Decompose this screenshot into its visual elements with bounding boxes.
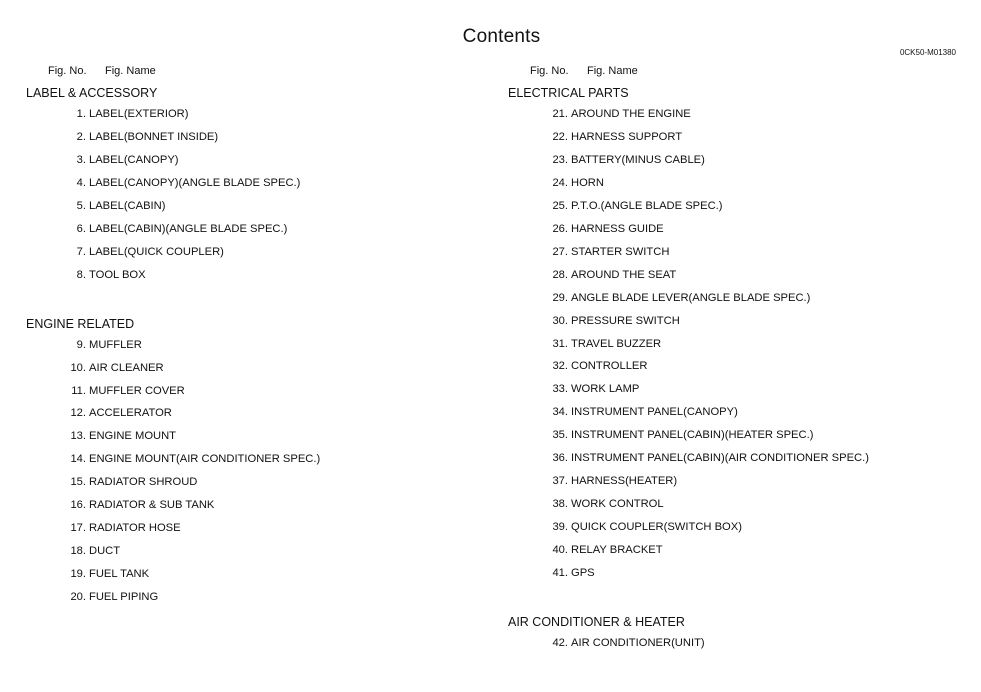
fig-name: FUEL TANK — [89, 568, 150, 581]
fig-number: 32. — [552, 360, 568, 373]
fig-number: 7. — [76, 245, 86, 258]
contents-entry[interactable] — [482, 108, 962, 122]
contents-entry[interactable] — [0, 269, 480, 283]
section-title: AIR CONDITIONER & HEATER — [508, 614, 685, 629]
fig-number: 41. — [552, 567, 568, 579]
contents-entry[interactable] — [482, 131, 962, 145]
contents-entry[interactable] — [0, 568, 480, 582]
fig-name: RADIATOR HOSE — [89, 522, 181, 535]
fig-number: 26. — [552, 222, 568, 235]
fig-name: PRESSURE SWITCH — [571, 314, 680, 327]
contents-entry[interactable] — [482, 269, 962, 283]
contents-entry[interactable] — [482, 521, 962, 535]
fig-name: LABEL(CABIN) — [89, 199, 166, 212]
fig-number: 25. — [552, 199, 568, 212]
fig-name: ENGINE MOUNT — [89, 430, 177, 443]
fig-name: DUCT — [89, 545, 121, 558]
contents-entry[interactable] — [482, 200, 962, 214]
fig-number: 10. — [70, 361, 86, 374]
contents-entry[interactable] — [0, 499, 480, 513]
contents-entry[interactable] — [482, 452, 962, 466]
section-title: ELECTRICAL PARTS — [508, 86, 629, 100]
fig-number: 35. — [552, 429, 568, 442]
fig-name-header: Fig. Name — [105, 65, 156, 77]
fig-name: ANGLE BLADE LEVER(ANGLE BLADE SPEC.) — [571, 291, 811, 304]
contents-entry[interactable] — [482, 292, 962, 306]
contents-entry[interactable] — [0, 362, 480, 376]
fig-name: LABEL(CANOPY)(ANGLE BLADE SPEC.) — [89, 176, 301, 189]
contents-entry[interactable] — [482, 177, 962, 191]
contents-entry[interactable] — [0, 430, 480, 444]
fig-name: LABEL(BONNET INSIDE) — [89, 130, 219, 143]
fig-number: 38. — [552, 498, 568, 511]
fig-name: WORK LAMP — [571, 383, 640, 396]
fig-number: 31. — [552, 337, 568, 350]
contents-entry[interactable] — [482, 154, 962, 168]
fig-name: HARNESS SUPPORT — [571, 130, 683, 143]
fig-number: 5. — [76, 199, 86, 212]
fig-name: INSTRUMENT PANEL(CABIN)(AIR CONDITIONER SPEC.) — [571, 452, 869, 465]
section-title: ENGINE RELATED — [26, 316, 135, 331]
fig-number: 19. — [70, 568, 86, 581]
contents-entry[interactable] — [0, 108, 480, 122]
fig-name: HORN — [571, 176, 604, 189]
fig-number: 23. — [552, 153, 568, 166]
fig-name: CONTROLLER — [571, 360, 648, 373]
fig-name: STARTER SWITCH — [571, 245, 670, 258]
fig-number: 9. — [76, 338, 86, 351]
fig-number: 34. — [552, 406, 568, 419]
contents-entry[interactable] — [0, 200, 480, 214]
fig-number: 39. — [552, 521, 568, 534]
fig-number: 14. — [70, 453, 86, 466]
fig-name: TRAVEL BUZZER — [571, 337, 662, 350]
contents-entry[interactable] — [482, 246, 962, 260]
contents-entry[interactable] — [0, 453, 480, 467]
fig-name: QUICK COUPLER(SWITCH BOX) — [571, 521, 742, 534]
fig-name: LABEL(CABIN)(ANGLE BLADE SPEC.) — [89, 222, 288, 235]
fig-number: 18. — [70, 545, 86, 558]
contents-entry[interactable] — [0, 385, 480, 399]
fig-name: HARNESS GUIDE — [571, 222, 664, 235]
contents-entry[interactable] — [482, 406, 962, 420]
fig-no-header: Fig. No. — [530, 65, 569, 77]
section-title: LABEL & ACCESSORY — [26, 86, 158, 100]
fig-name: WORK CONTROL — [571, 498, 664, 511]
fig-name: MUFFLER — [89, 338, 142, 351]
fig-number: 13. — [70, 430, 86, 443]
fig-name: GPS — [571, 567, 595, 579]
fig-name: RADIATOR & SUB TANK — [89, 499, 215, 512]
fig-number: 4. — [76, 176, 86, 189]
fig-name: P.T.O.(ANGLE BLADE SPEC.) — [571, 199, 723, 212]
fig-name: ENGINE MOUNT(AIR CONDITIONER SPEC.) — [89, 453, 321, 466]
fig-number: 21. — [552, 108, 568, 120]
contents-entry[interactable] — [0, 476, 480, 490]
fig-name: HARNESS(HEATER) — [571, 475, 678, 488]
fig-number: 33. — [552, 383, 568, 396]
contents-entry[interactable] — [482, 544, 962, 558]
fig-name: AROUND THE SEAT — [571, 268, 677, 281]
contents-entry[interactable] — [0, 246, 480, 260]
fig-number: 8. — [76, 268, 86, 281]
fig-number: 28. — [552, 268, 568, 281]
fig-name-header: Fig. Name — [587, 65, 638, 77]
fig-number: 22. — [552, 130, 568, 143]
fig-number: 30. — [552, 314, 568, 327]
fig-number: 17. — [70, 522, 86, 535]
fig-number: 16. — [70, 499, 86, 512]
contents-entry[interactable] — [0, 522, 480, 536]
fig-number: 6. — [76, 222, 86, 235]
fig-name: AROUND THE ENGINE — [571, 108, 691, 120]
fig-number: 37. — [552, 475, 568, 488]
fig-name: AIR CONDITIONER(UNIT) — [571, 636, 705, 649]
fig-number: 11. — [71, 384, 86, 397]
fig-number: 15. — [70, 476, 86, 489]
fig-name: RADIATOR SHROUD — [89, 476, 198, 489]
contents-entry[interactable] — [482, 338, 962, 352]
contents-entry[interactable] — [0, 407, 480, 421]
fig-number: 29. — [552, 291, 568, 304]
fig-name: INSTRUMENT PANEL(CABIN)(HEATER SPEC.) — [571, 429, 814, 442]
contents-entry[interactable] — [0, 339, 480, 353]
contents-entry[interactable] — [482, 223, 962, 237]
contents-entry[interactable] — [0, 154, 480, 168]
fig-name: RELAY BRACKET — [571, 544, 663, 557]
contents-entry[interactable] — [0, 591, 480, 605]
fig-name: TOOL BOX — [89, 268, 146, 281]
fig-name: LABEL(QUICK COUPLER) — [89, 245, 224, 258]
fig-number: 40. — [552, 544, 568, 557]
contents-entry[interactable] — [482, 637, 962, 651]
fig-number: 1. — [76, 108, 86, 120]
contents-entry[interactable] — [0, 177, 480, 191]
contents-entry[interactable] — [482, 567, 962, 581]
fig-name: MUFFLER COVER — [89, 384, 185, 397]
fig-number: 20. — [70, 591, 86, 604]
fig-number: 2. — [76, 130, 86, 143]
fig-name: ACCELERATOR — [89, 407, 172, 420]
fig-number: 27. — [552, 245, 568, 258]
fig-name: AIR CLEANER — [89, 361, 164, 374]
contents-entry[interactable] — [482, 475, 962, 489]
fig-no-header: Fig. No. — [48, 65, 87, 77]
contents-entry[interactable] — [482, 315, 962, 329]
fig-name: INSTRUMENT PANEL(CANOPY) — [571, 406, 738, 419]
document-id: 0CK50-M01380 — [899, 48, 956, 57]
contents-entry[interactable] — [0, 131, 480, 145]
contents-entry[interactable] — [0, 223, 480, 237]
contents-entry[interactable] — [482, 360, 962, 374]
contents-entry[interactable] — [482, 498, 962, 512]
contents-entry[interactable] — [0, 545, 480, 559]
fig-name: BATTERY(MINUS CABLE) — [571, 153, 705, 166]
fig-number: 36. — [552, 452, 568, 465]
page-title: Contents — [462, 26, 541, 47]
fig-number: 24. — [552, 176, 568, 189]
fig-number: 42. — [552, 636, 568, 649]
fig-number: 12. — [70, 407, 86, 420]
fig-number: 3. — [76, 153, 86, 166]
contents-entry[interactable] — [482, 383, 962, 397]
contents-entry[interactable] — [482, 429, 962, 443]
fig-name: LABEL(CANOPY) — [89, 153, 179, 166]
fig-name: FUEL PIPING — [89, 591, 159, 604]
fig-name: LABEL(EXTERIOR) — [89, 108, 189, 120]
